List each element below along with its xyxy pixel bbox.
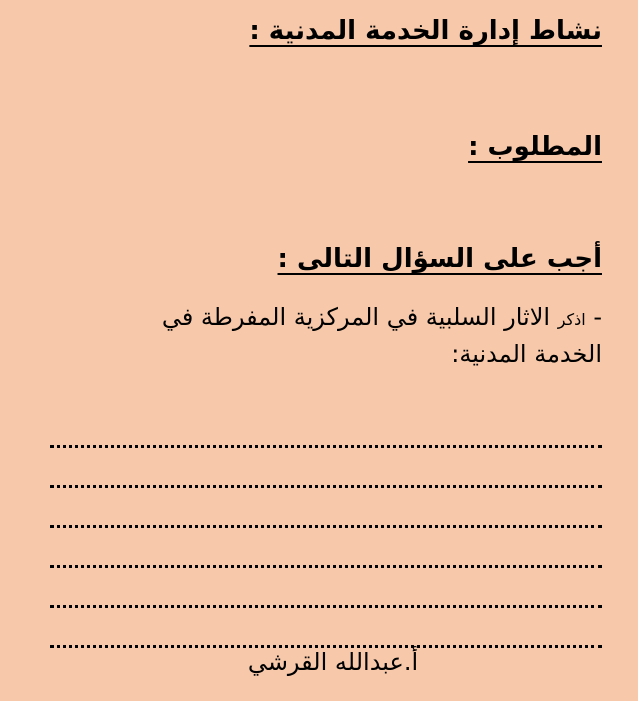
teacher-signature: أ.عبدالله القرشي: [247, 648, 419, 676]
question-heading: أجب على السؤال التالى :: [277, 244, 602, 274]
answer-line[interactable]: [50, 418, 602, 458]
answer-line[interactable]: [50, 538, 602, 578]
answer-line[interactable]: [50, 458, 602, 498]
question-prompt: [102, 300, 602, 372]
prompt-text: الاثار السلبية في المركزية المفرطة في الخدمة المدنية:: [161, 303, 602, 368]
activity-title: نشاط إدارة الخدمة المدنية :: [249, 16, 602, 46]
required-heading: المطلوب :: [468, 132, 602, 162]
prompt-dash: -: [585, 303, 602, 331]
answer-line[interactable]: [50, 578, 602, 618]
answer-area[interactable]: [50, 418, 602, 658]
prompt-verb: اذكر: [557, 310, 586, 329]
answer-line[interactable]: [50, 498, 602, 538]
